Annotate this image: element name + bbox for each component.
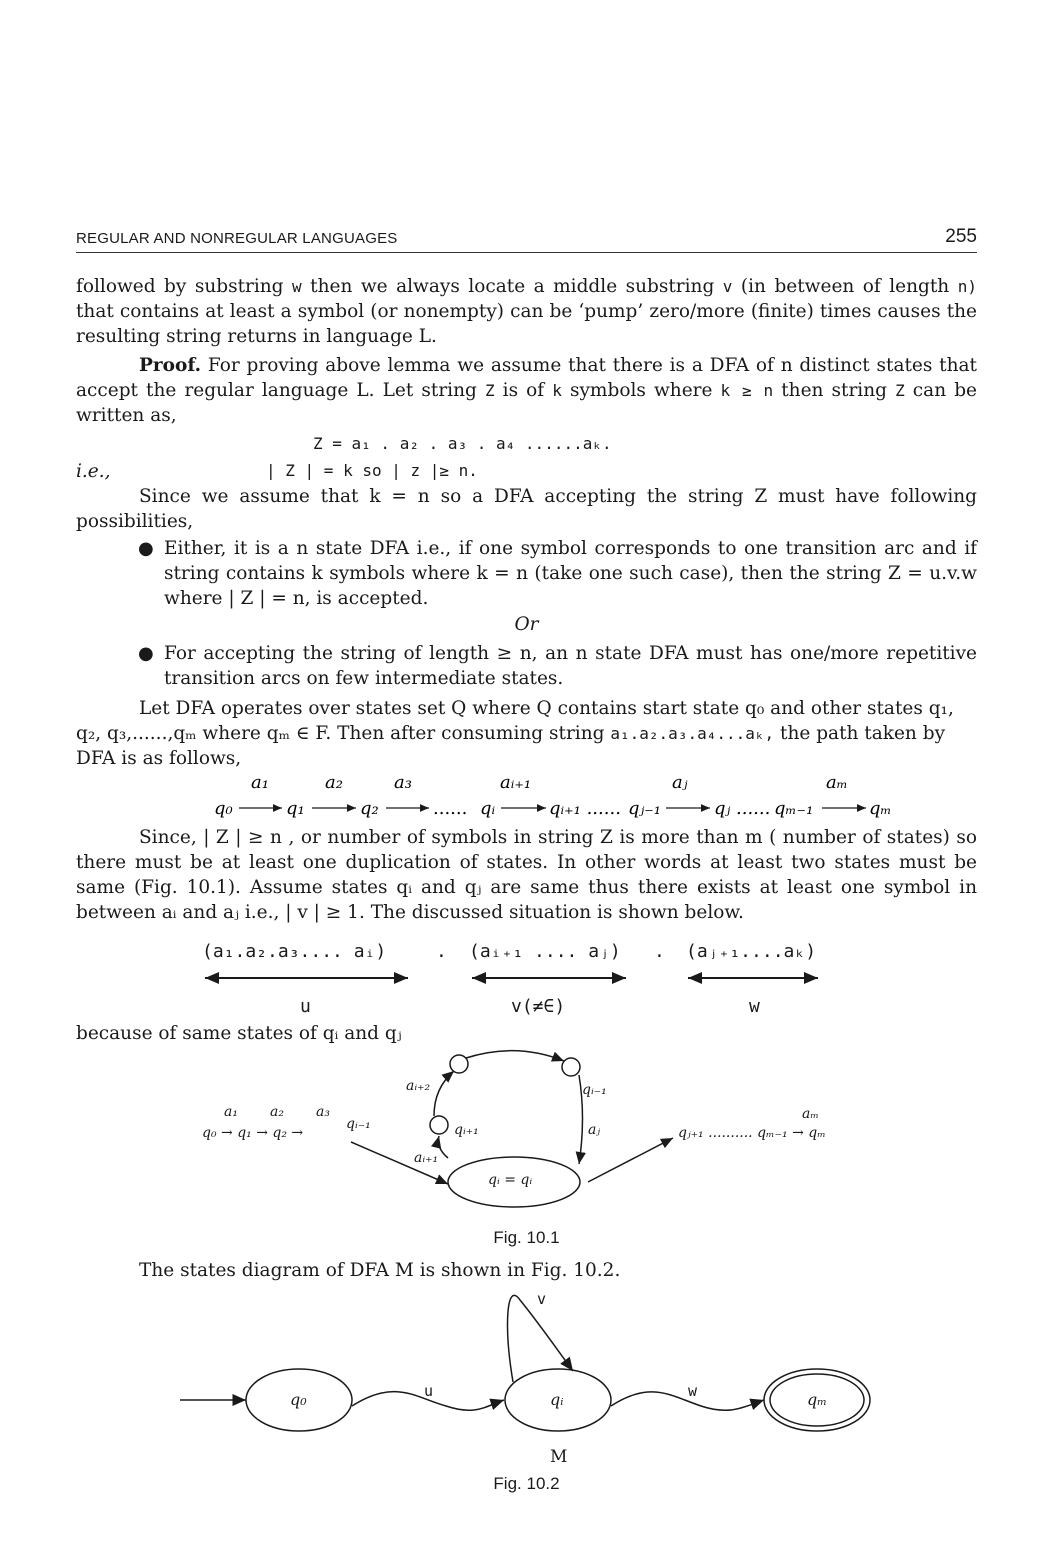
fig1-am: aₘ [802, 1106, 819, 1122]
para3-line2-end: the path taken by [780, 723, 946, 744]
fig2-label-u: u [424, 1382, 434, 1400]
paragraph-possibilities: Since we assume that k = n so a DFA accepting the string Z must have following possibilities, [76, 486, 977, 532]
para1-text-4: that contains at least a symbol (or nonempty) can be ‘pump’ zero/more (finite) times causes the resulting string returns in language L. [76, 301, 977, 347]
path-label-6: aₘ [826, 772, 848, 793]
or-label: Or [514, 614, 539, 635]
fig1-qi-minus1-right: qᵢ₋₁ [582, 1082, 607, 1098]
split-dot-2: . [654, 941, 665, 962]
fig1-chain-label-1: a₁ [224, 1104, 238, 1120]
proof-label: Proof. [139, 355, 202, 376]
path-label-4: aᵢ₊₁ [500, 772, 532, 793]
bullet-marker-1: ● [138, 538, 154, 559]
fig1-ai-plus2: aᵢ₊₂ [406, 1078, 431, 1094]
split-dot-1: . [436, 941, 447, 962]
fig1-chain-label-3: a₃ [316, 1104, 330, 1120]
fig2-machine-label: M [550, 1447, 568, 1467]
para3-line2-text: q₂, q₃,......,qₘ where qₘ ∈ F. Then after consuming string [76, 723, 605, 744]
fig2-label-v: v [537, 1290, 547, 1308]
label-u: u [300, 996, 311, 1017]
proof-symbol-k: k [552, 381, 562, 400]
fig2-label-qm: qₘ [807, 1390, 828, 1409]
path-state-6: qⱼ₋₁ [628, 798, 661, 819]
fig1-arc-ai-plus2 [434, 1071, 454, 1116]
fig1-arc-top [466, 1051, 564, 1061]
fig1-arc-ai-plus1 [438, 1136, 448, 1158]
fig1-center-state: qᵢ = qᵢ [488, 1172, 533, 1188]
paragraph-same-states: because of same states of qᵢ and qⱼ [76, 1023, 402, 1044]
running-header [76, 226, 977, 253]
running-title: REGULAR AND NONREGULAR LANGUAGES [76, 230, 398, 247]
fig2-label-q0: q₀ [290, 1390, 307, 1409]
page-number: 255 [945, 226, 977, 247]
path-state-3: ...... [433, 798, 468, 819]
path-state-5: qᵢ₊₁ ...... [549, 798, 621, 819]
label-v: v(≠∈) [511, 996, 566, 1017]
fig1-qi-minus1-left: qᵢ₋₁ [346, 1116, 371, 1132]
equation-z-length: | Z | = k so | z |≥ n. [266, 461, 478, 480]
path-label-5: aⱼ [672, 772, 688, 793]
proof-symbol-z2: Z [895, 381, 905, 400]
para1-text-2: then we always locate a middle substring [310, 276, 715, 297]
path-label-1: a₁ [251, 772, 269, 793]
para3-string: a₁.a₂.a₃.a₄...aₖ, [610, 724, 775, 743]
fig2-label-qi: qᵢ [550, 1390, 564, 1409]
path-state-9: qₘ [869, 798, 892, 819]
path-state-0: q₀ [214, 798, 233, 819]
path-state-4: qᵢ [480, 798, 496, 819]
fig2-caption: Fig. 10.2 [493, 1474, 560, 1493]
bullet-item-2: For accepting the string of length ≥ n, an n state DFA must has one/more repetitive transition arcs on few intermediate states. [164, 643, 977, 689]
dfa-path-diagram [76, 768, 977, 826]
fig2-label-w: w [688, 1382, 698, 1400]
paragraph-continuation [76, 274, 977, 349]
fig1-state-top-left [450, 1055, 468, 1073]
path-state-1: q₁ [286, 798, 305, 819]
proof-condition: k ≥ n [720, 381, 774, 400]
ie-label: i.e., [76, 461, 111, 482]
figure-10-1 [76, 1048, 977, 1218]
path-label-3: a₃ [394, 772, 412, 793]
path-state-7: qⱼ ...... [714, 798, 771, 819]
paragraph-state-diagram: The states diagram of DFA M is shown in Fig. 10.2. [139, 1260, 621, 1281]
symbol-w: w [292, 277, 302, 296]
fig1-state-top-right [562, 1058, 580, 1076]
fig1-state-qi-plus1 [430, 1116, 448, 1134]
string-split-diagram [76, 932, 977, 1022]
proof-symbol-z: Z [484, 381, 495, 400]
para3-line3: DFA is as follows, [76, 748, 242, 769]
fig1-chain: q₀ → q₁ → q₂ → [202, 1125, 304, 1141]
fig1-caption: Fig. 10.1 [493, 1228, 560, 1247]
bullet-marker-2: ● [138, 643, 154, 664]
proof-text-2: is of [502, 380, 545, 401]
fig1-chain-label-2: a₂ [270, 1104, 284, 1120]
figure-10-2 [76, 1288, 977, 1468]
equation-z-expansion: Z = a₁ . a₂ . a₃ . a₄ ......aₖ. [313, 434, 612, 453]
proof-text-5: can be written as, [76, 380, 977, 426]
part-v-string: (aᵢ₊₁ .... aⱼ) [469, 941, 621, 962]
fig1-aj: aⱼ [588, 1122, 601, 1138]
part-u-string: (a₁.a₂.a₃.... aᵢ) [202, 941, 387, 962]
fig1-ai-plus1: aᵢ₊₁ [414, 1150, 439, 1166]
fig1-arrow-out-merged [588, 1138, 673, 1182]
book-page [76, 0, 977, 1545]
para3-line1: Let DFA operates over states set Q where Q contains start state q₀ and other states q₁, [139, 698, 954, 719]
bullet-item-1: Either, it is a n state DFA i.e., if one symbol corresponds to one transition arc and if string contains k symbols where k = n (take one such case), then the string Z = u.v.w where | Z | = n, is accepted. [164, 538, 977, 609]
fig1-right-chain: qⱼ₊₁ .......... qₘ₋₁ → qₘ [678, 1125, 826, 1141]
path-state-8: qₘ₋₁ [774, 798, 814, 819]
proof-text-3: symbols where [569, 380, 713, 401]
part-w-string: (aⱼ₊₁....aₖ) [686, 941, 817, 962]
label-w: w [749, 996, 760, 1017]
symbol-v: v [722, 277, 733, 296]
paragraph-duplication: Since, | Z | ≥ n , or number of symbols in string Z is more than m ( number of states) so there must be at least one duplication of states. In other words at least two states must be same (Fig. 10.1). Assume states qᵢ and qⱼ are same thus there exists at least one symbol in between aᵢ and aⱼ i.e., | v | ≥ 1. The discussed situation is shown below. [76, 827, 977, 923]
proof-paragraph [76, 353, 977, 428]
symbol-n: n) [957, 277, 977, 296]
path-label-2: a₂ [325, 772, 343, 793]
para3-line2 [76, 721, 977, 746]
para1-text-1: followed by substring [76, 276, 284, 297]
fig1-qi-plus1: qᵢ₊₁ [454, 1122, 479, 1138]
para1-text-3: (in between of length [740, 276, 950, 297]
proof-text-4: then string [781, 380, 887, 401]
proof-text-1: For proving above lemma we assume that there is a DFA of n distinct states that accept the regular language L. Let string [76, 355, 977, 401]
path-state-2: q₂ [360, 798, 379, 819]
